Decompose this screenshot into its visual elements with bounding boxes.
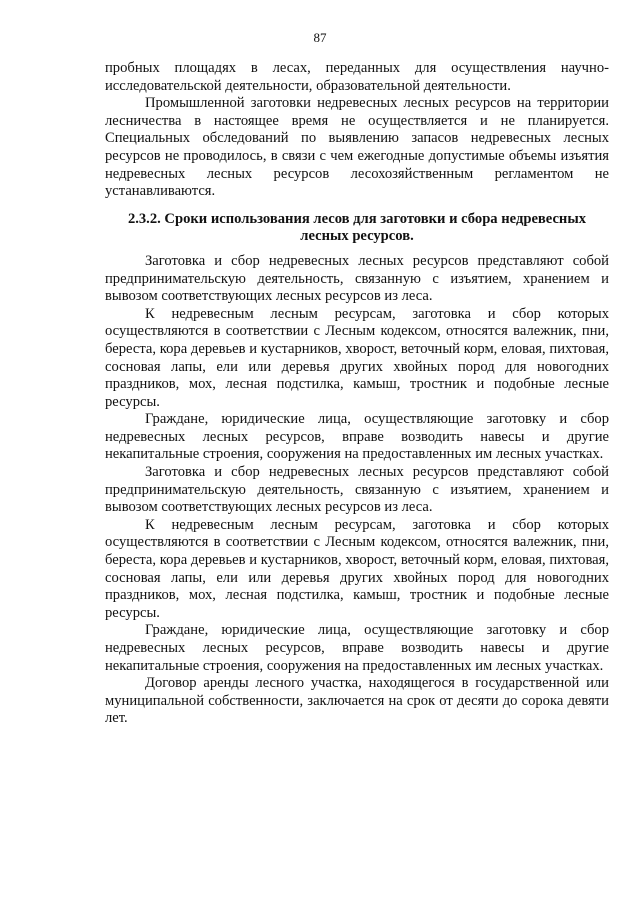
- page-number: 87: [313, 30, 327, 45]
- paragraph: Граждане, юридические лица, осуществляющие заготовку и сбор недревесных лесных ресурсов, вправе возводить навесы и другие некапитальные строения, сооружения на предоставленных им лесных участках.: [105, 622, 609, 674]
- paragraph: К недревесным лесным ресурсам, заготовка и сбор которых осуществляются в соответствии с Лесным кодексом, относятся валежник, пни, береста, кора деревьев и кустарников, хворост, веточный корм, еловая, пихтовая, сосновая лапы, ели или деревья других хвойных пород для новогодних праздников, мох, лесная подстилка, камыш, тростник и подобные лесные ресурсы.: [105, 516, 609, 621]
- paragraph: Заготовка и сбор недревесных лесных ресурсов представляют собой предпринимательскую деятельность, связанную с изъятием, хранением и вывозом соответствующих лесных ресурсов из леса.: [105, 464, 609, 516]
- paragraph: Заготовка и сбор недревесных лесных ресурсов представляют собой предпринимательскую деятельность, связанную с изъятием, хранением и вывозом соответствующих лесных ресурсов из леса.: [105, 252, 609, 305]
- section-heading: 2.3.2. Сроки использования лесов для заготовки и сбора недревесных лесных ресурсов.: [127, 210, 587, 245]
- paragraph: Промышленной заготовки недревесных лесных ресурсов на территории лесничества в настоящее время не осуществляется и не планируется. Специальных обследований по выявлению запасов недревесных лесных ресурсов не проводилось, в связи с чем ежегодные допустимые объемы изъятия недревесных лесных ресурсов лесохозяйственным регламентом не устанавливаются.: [105, 95, 609, 200]
- document-body: [105, 60, 609, 728]
- paragraph-continuation: пробных площадях в лесах, переданных для осуществления научно-исследовательской деятельности, образовательной деятельности.: [105, 60, 609, 94]
- paragraph: К недревесным лесным ресурсам, заготовка и сбор которых осуществляются в соответствии с Лесным кодексом, относятся валежник, пни, береста, кора деревьев и кустарников, хворост, веточный корм, еловая, пихтовая, сосновая лапы, ели или деревья других хвойных пород для новогодних праздников, мох, лесная подстилка, камыш, тростник и подобные лесные ресурсы.: [105, 305, 609, 410]
- paragraph: Граждане, юридические лица, осуществляющие заготовку и сбор недревесных лесных ресурсов, вправе возводить навесы и другие некапитальные строения, сооружения на предоставленных им лесных участках.: [105, 411, 609, 463]
- paragraph: Договор аренды лесного участка, находящегося в государственной или муниципальной собственности, заключается на срок от десяти до сорока девяти лет.: [105, 675, 609, 727]
